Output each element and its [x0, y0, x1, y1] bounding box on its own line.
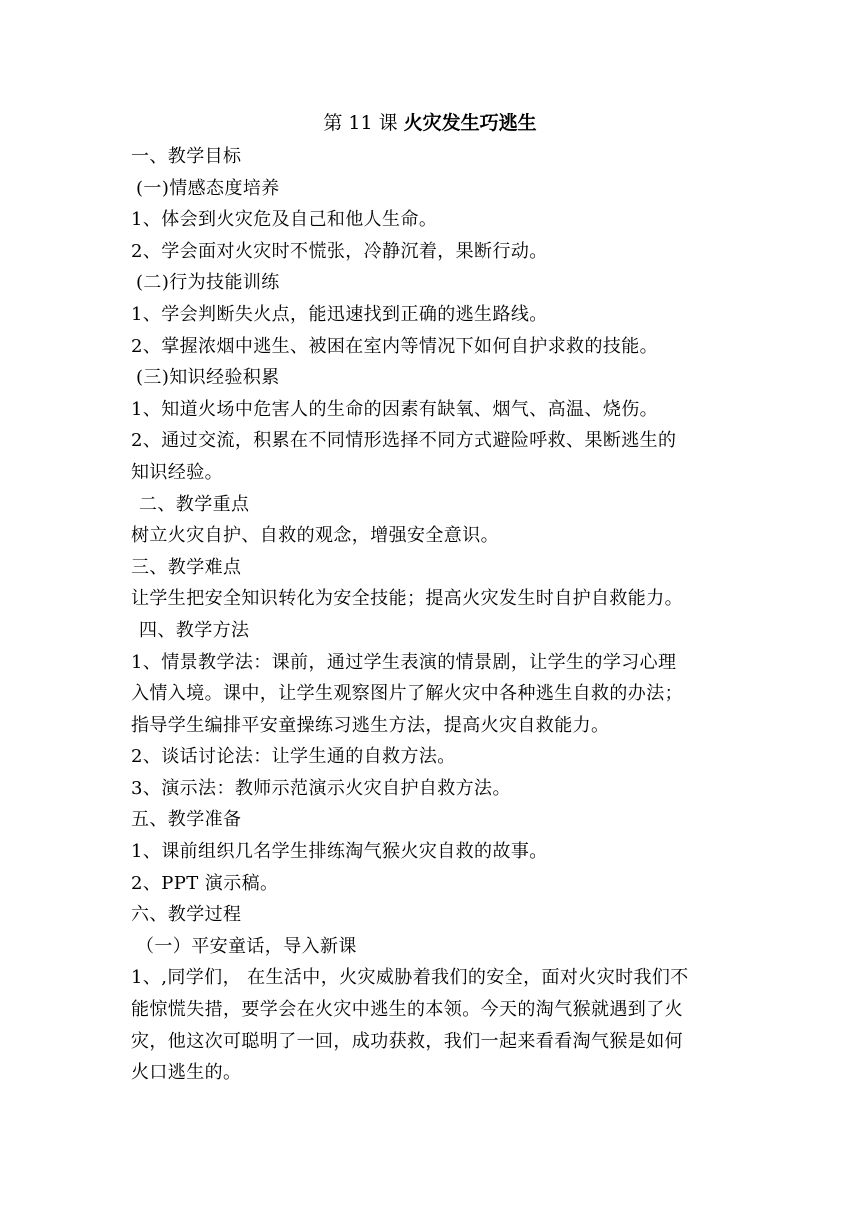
paragraph-line: 1、,同学们， 在生活中，火灾威胁着我们的安全，面对火灾时我们不 — [131, 967, 689, 989]
paragraph-line: 知识经验。 — [131, 461, 223, 483]
section-heading: 三、教学难点 — [131, 556, 242, 578]
subsection-heading: （一）平安童话，导入新课 — [136, 935, 357, 957]
document-body — [131, 141, 733, 1089]
paragraph-line: 2、掌握浓烟中逃生、被困在室内等情况下如何自护求救的技能。 — [131, 335, 659, 357]
paragraph-line: 火口逃生的。 — [131, 1062, 242, 1084]
paragraph-line: 1、体会到火灾危及自己和他人生命。 — [131, 209, 438, 231]
paragraph-line: 2、通过交流，积累在不同情形选择不同方式避险呼救、果断逃生的 — [131, 430, 677, 452]
subsection-heading: (一)情感态度培养 — [136, 177, 280, 199]
paragraph-line: 2、学会面对火灾时不慌张，冷静沉着，果断行动。 — [131, 240, 548, 262]
paragraph-line: 让学生把安全知识转化为安全技能；提高火灾发生时自护自救能力。 — [131, 588, 683, 610]
lesson-number: 第 11 课 — [323, 112, 398, 134]
paragraph-line: 树立火灾自护、自救的观念，增强安全意识。 — [131, 525, 499, 547]
paragraph-line: 1、情景教学法：课前，通过学生表演的情景剧，让学生的学习心理 — [131, 651, 677, 673]
document-title — [0, 110, 860, 136]
section-heading: 五、教学准备 — [131, 809, 242, 831]
paragraph-line: 入情入境。课中，让学生观察图片了解火灾中各种逃生自救的办法； — [131, 683, 683, 705]
subsection-heading: (三)知识经验积累 — [136, 367, 280, 389]
paragraph-line: 1、学会判断失火点，能迅速找到正确的逃生路线。 — [131, 303, 548, 325]
paragraph-line: 指导学生编排平安童操练习逃生方法，提高火灾自救能力。 — [131, 714, 610, 736]
paragraph-line: 2、谈话讨论法：让学生通的自救方法。 — [131, 746, 456, 768]
paragraph-line: 1、课前组织几名学生排练淘气猴火灾自救的故事。 — [131, 841, 548, 863]
section-heading: 一、教学目标 — [131, 146, 242, 167]
paragraph-line: 能惊慌失措，要学会在火灾中逃生的本领。今天的淘气猴就遇到了火 — [131, 999, 683, 1021]
section-heading: 四、教学方法 — [139, 619, 250, 641]
paragraph-line: 灾，他这次可聪明了一回，成功获救，我们一起来看看淘气猴是如何 — [131, 1030, 683, 1052]
paragraph-line: 3、演示法：教师示范演示火灾自护自救方法。 — [131, 777, 511, 799]
lesson-topic: 火灾发生巧逃生 — [403, 112, 537, 134]
subsection-heading: (二)行为技能训练 — [136, 272, 280, 294]
section-heading: 六、教学过程 — [131, 904, 242, 926]
paragraph-line: 1、知道火场中危害人的生命的因素有缺氧、烟气、高温、烧伤。 — [131, 398, 659, 420]
paragraph-line: 2、PPT 演示稿。 — [131, 872, 279, 894]
section-heading: 二、教学重点 — [139, 493, 250, 515]
